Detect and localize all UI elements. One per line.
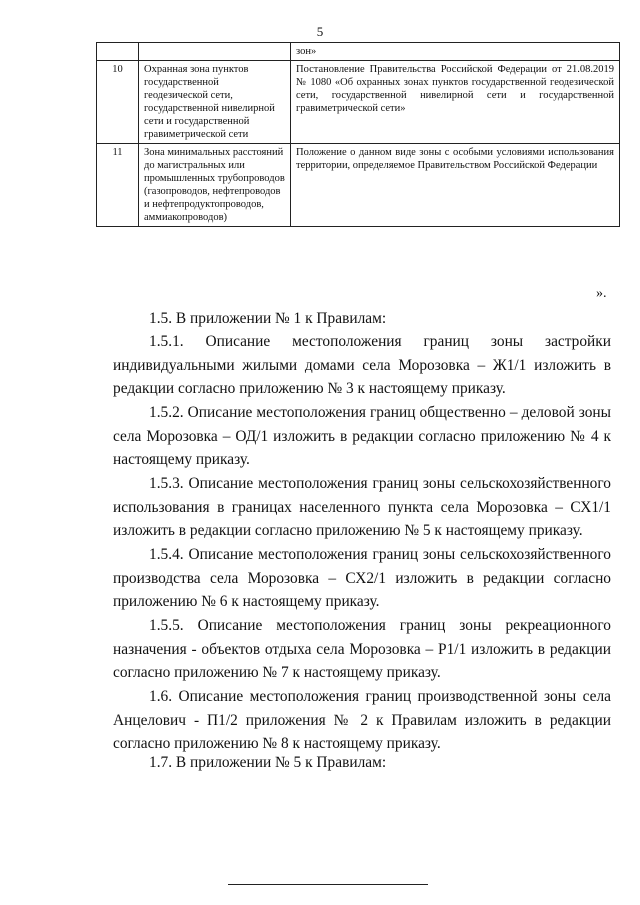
footer-divider xyxy=(228,884,428,885)
table-row xyxy=(97,144,620,227)
legal-document: Положение о данном виде зоны с особыми условиями использования территории, определяемое Правительством Российской Федерации xyxy=(291,144,620,227)
legal-document: зон» xyxy=(291,43,620,61)
paragraph-1-7: 1.7. В приложении № 5 к Правилам: xyxy=(149,754,387,771)
paragraph-1-5-3: 1.5.3. Описание местоположения границ зоны сельскохозяйственного использования в границах населенного пункта села Морозовка – СХ1/1 изложить в редакции согласно приложению № 5 к настоящему приказу. xyxy=(113,475,611,539)
paragraph-1-5-5: 1.5.5. Описание местоположения границ зоны рекреационного назначения - объектов отдыха села Морозовка – Р1/1 изложить в редакции согласно приложению № 7 к настоящему приказу. xyxy=(113,617,611,681)
table-row xyxy=(97,43,620,61)
zone-name: Зона минимальных расстояний до магистральных или промышленных трубопроводов (газопроводов, нефтепроводов и нефтепродуктопроводов, аммиакопроводов) xyxy=(139,144,291,227)
page-number: 5 xyxy=(316,24,324,39)
zones-table xyxy=(96,42,620,227)
paragraph-1-5-2: 1.5.2. Описание местоположения границ общественно – деловой зоны села Морозовка – ОД/1 изложить в редакции согласно приложению № 4 к настоящему приказу. xyxy=(113,404,611,468)
paragraph-1-5: 1.5. В приложении № 1 к Правилам: xyxy=(149,310,387,327)
row-number: 11 xyxy=(97,144,139,227)
paragraph-1-5-1: 1.5.1. Описание местоположения границ зоны застройки индивидуальными жилыми домами села Морозовка – Ж1/1 изложить в редакции согласно приложению № 3 к настоящему приказу. xyxy=(113,333,611,397)
table-row xyxy=(97,61,620,144)
closing-quote-mark: ». xyxy=(596,286,607,301)
zone-name xyxy=(139,43,291,61)
paragraph-1-6: 1.6. Описание местоположения границ производственной зоны села Анцелович - П1/2 приложения № 2 к Правилам изложить в редакции согласно приложению № 8 к настоящему приказу. xyxy=(113,688,611,752)
paragraph-1-5-4: 1.5.4. Описание местоположения границ зоны сельскохозяйственного производства села Морозовка – СХ2/1 изложить в редакции согласно приложению № 6 к настоящему приказу. xyxy=(113,546,611,610)
row-number xyxy=(97,43,139,61)
row-number: 10 xyxy=(97,61,139,144)
legal-document: Постановление Правительства Российской Федерации от 21.08.2019 № 1080 «Об охранных зонах пунктов государственной геодезической сети, государственной нивелирной сети и государственной гравиметрической сети» xyxy=(291,61,620,144)
zone-name: Охранная зона пунктов государственной геодезической сети, государственной нивелирной сети и государственной гравиметрической сети xyxy=(139,61,291,144)
